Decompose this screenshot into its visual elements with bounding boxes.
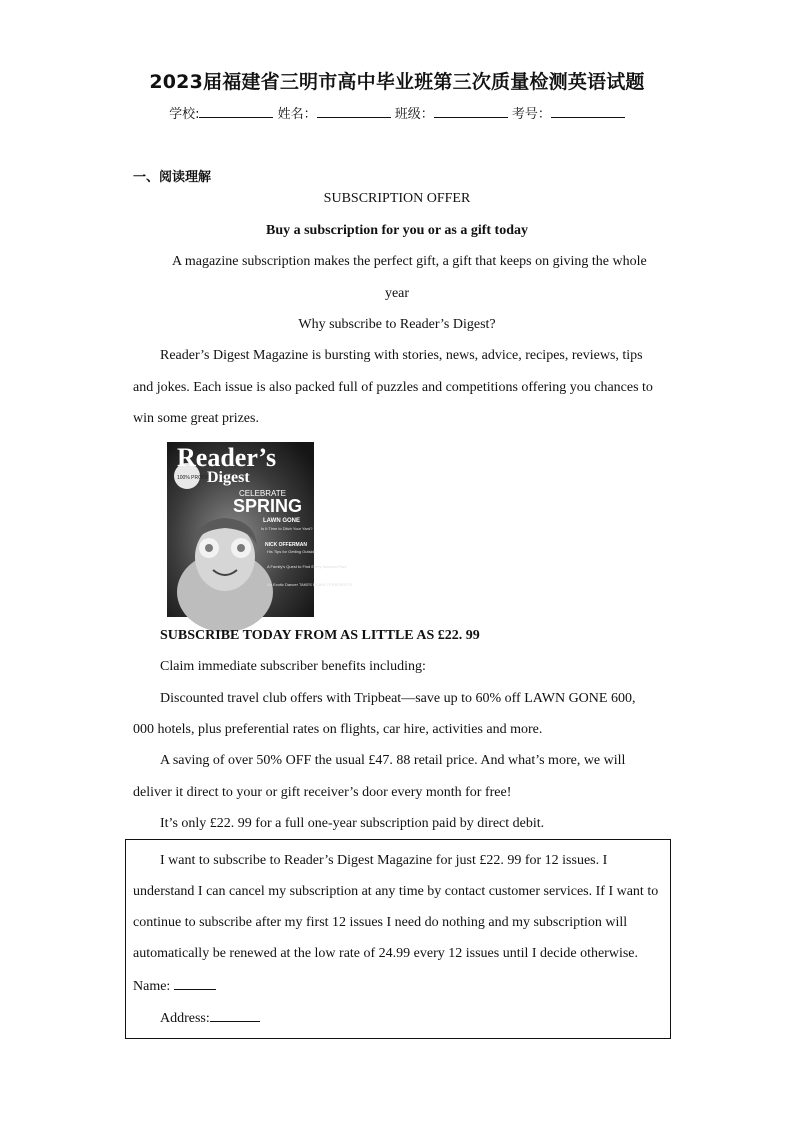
class-blank[interactable] (434, 105, 508, 118)
para1-line-2: and jokes. Each issue is also packed full of puzzles and competitions offering you chances to (133, 380, 653, 395)
form-address-blank[interactable] (210, 1009, 260, 1022)
cover-nick: NICK OFFERMAN (265, 542, 307, 548)
section-heading: 一、阅读理解 (133, 170, 212, 185)
travel-line-1: Discounted travel club offers with Tripbeat—save up to 60% off LAWN GONE 600, (160, 691, 636, 706)
form-address-row (160, 1009, 260, 1027)
cover-lawn: LAWN GONE (263, 518, 300, 524)
cover-masthead-line-1: Reader’s (177, 443, 277, 472)
document-title: 2023届福建省三明市高中毕业班第三次质量检测英语试题 (149, 71, 645, 93)
why-subscribe: Why subscribe to Reader’s Digest? (298, 317, 496, 332)
cover-family: A Family's Quest to Find Every National Park (267, 564, 347, 569)
form-name-row (133, 977, 216, 995)
cover-celebrate: CELEBRATE (239, 489, 286, 498)
name-blank[interactable] (317, 105, 391, 118)
form-name-label: Name: (133, 979, 171, 994)
saving-line-1: A saving of over 50% OFF the usual £47. 88 retail price. And what’s more, we will (160, 753, 626, 768)
claim-line: Claim immediate subscriber benefits including: (160, 659, 426, 674)
cover-nick-sub: His Tips for Getting Outside (267, 549, 316, 554)
form-address-label: Address: (160, 1011, 210, 1026)
exam-number-blank[interactable] (551, 105, 625, 118)
para1-line-3: win some great prizes. (133, 411, 259, 426)
intro-line-1: A magazine subscription makes the perfect gift, a gift that keeps on giving the whole (172, 254, 647, 269)
cover-badge: 100% PROOF (177, 475, 209, 481)
offer-heading: SUBSCRIBE TODAY FROM AS LITTLE AS £22. 99 (160, 628, 480, 643)
travel-line-2: 000 hotels, plus preferential rates on flights, car hire, activities and more. (133, 722, 543, 737)
exam-number-label: 考号： (511, 107, 551, 122)
school-blank[interactable] (199, 105, 273, 118)
saving-line-2: deliver it direct to your or gift receiver’s door every month for free! (133, 785, 512, 800)
magazine-cover-image (167, 442, 353, 617)
student-info-line (0, 103, 794, 122)
name-label: 姓名： (277, 107, 317, 122)
form-line-2: understand I can cancel my subscription at any time by contact customer services. If I want to (133, 884, 659, 899)
school-label: 学校: (169, 107, 200, 122)
article-subheading: Buy a subscription for you or as a gift today (265, 223, 528, 238)
para1-line-1: Reader’s Digest Magazine is bursting with stories, news, advice, recipes, reviews, tips (160, 348, 643, 363)
cover-spring: SPRING (233, 496, 303, 516)
intro-line-2: year (384, 286, 410, 301)
cover-masthead-line-2: Digest (207, 469, 250, 486)
form-line-4: automatically be renewed at the low rate of 24.99 every 12 issues until I decide otherwise. (133, 946, 638, 961)
cover-dancer: An Exotic Dancer TAKES DOWN TERRORISTS (267, 582, 353, 587)
cover-lawn-sub: Is It Time to Ditch Your Yard? (261, 526, 313, 531)
form-name-blank[interactable] (174, 977, 216, 990)
article-heading: SUBSCRIPTION OFFER (323, 191, 471, 206)
form-line-1: I want to subscribe to Reader’s Digest Magazine for just £22. 99 for 12 issues. I (160, 853, 608, 868)
form-line-3: continue to subscribe after my first 12 issues I need do nothing and my subscription will (133, 915, 628, 930)
class-label: 班级： (394, 107, 434, 122)
price-line: It’s only £22. 99 for a full one-year subscription paid by direct debit. (160, 816, 545, 831)
